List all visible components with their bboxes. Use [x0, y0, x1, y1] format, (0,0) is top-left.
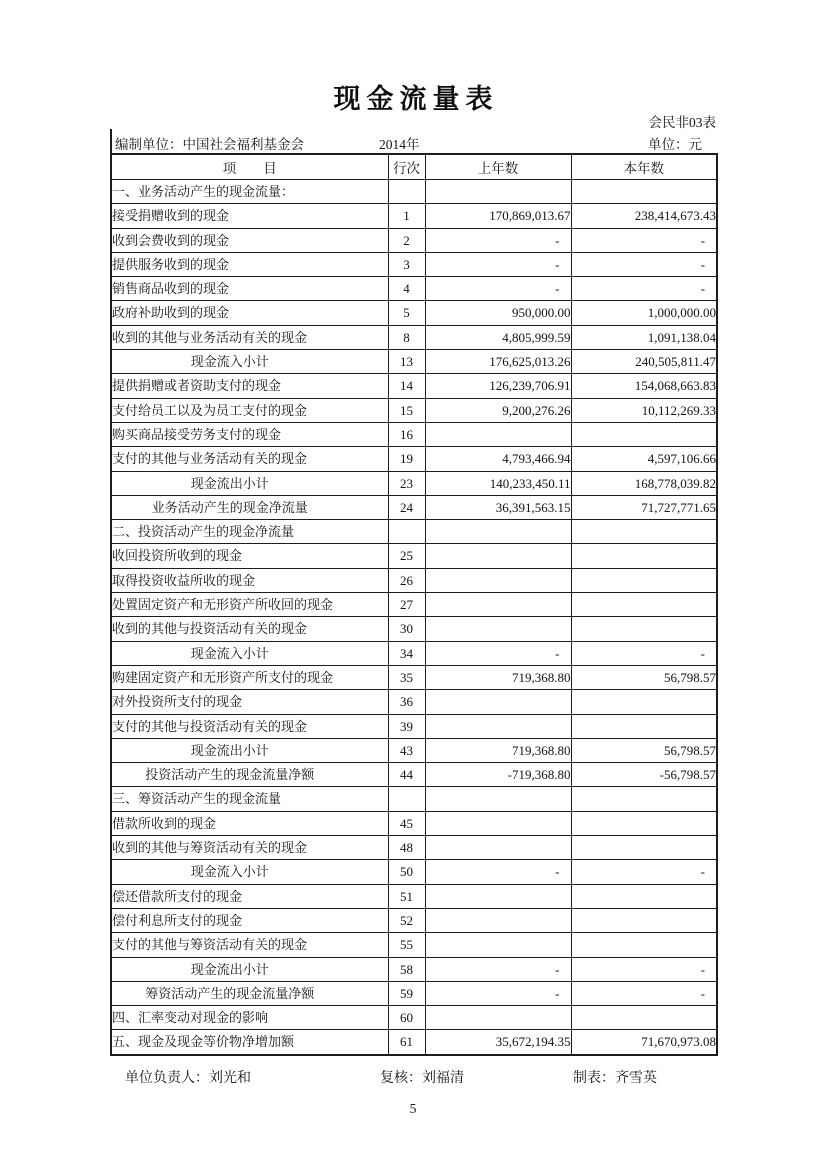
table-row [111, 1030, 717, 1055]
prepared-by-label: 编制单位：中国社会福利基金会 [115, 137, 304, 152]
current-year-amount-cell: 56,798.57 [571, 665, 717, 689]
item-label-cell: 一、业务活动产生的现金流量： [111, 180, 388, 204]
table-row [111, 204, 717, 228]
prior-year-amount-cell: 35,672,194.35 [425, 1030, 571, 1055]
table-row [111, 374, 717, 398]
signature-footer [0, 1067, 826, 1085]
prior-year-amount-cell [425, 690, 571, 714]
current-year-amount-cell: 56,798.57 [571, 738, 717, 762]
item-label-cell: 三、筹资活动产生的现金流量 [111, 787, 388, 811]
table-row [111, 981, 717, 1005]
table-row [111, 325, 717, 349]
prior-year-amount-cell [425, 180, 571, 204]
line-number-cell [388, 787, 425, 811]
prior-year-amount-cell: 9,200,276.26 [425, 398, 571, 422]
item-label-cell: 现金流入小计 [111, 641, 388, 665]
prior-year-amount-cell: - [425, 641, 571, 665]
line-number-cell: 60 [388, 1006, 425, 1030]
current-year-amount-cell: 71,670,973.08 [571, 1030, 717, 1055]
table-row [111, 422, 717, 446]
table-row [111, 884, 717, 908]
line-number-cell: 50 [388, 860, 425, 884]
table-row [111, 787, 717, 811]
line-number-cell: 58 [388, 957, 425, 981]
line-number-cell: 5 [388, 301, 425, 325]
item-label-cell: 支付的其他与投资活动有关的现金 [111, 714, 388, 738]
table-row [111, 520, 717, 544]
current-year-amount-cell: - [571, 860, 717, 884]
item-label-cell: 投资活动产生的现金流量净额 [111, 763, 388, 787]
line-number-cell: 3 [388, 252, 425, 276]
table-row [111, 398, 717, 422]
current-year-amount-cell: -56,798.57 [571, 763, 717, 787]
prior-year-amount-cell [425, 908, 571, 932]
prior-year-amount-cell [425, 714, 571, 738]
table-row [111, 301, 717, 325]
table-row [111, 665, 717, 689]
line-number-cell: 35 [388, 665, 425, 689]
current-year-amount-cell: 10,112,269.33 [571, 398, 717, 422]
item-label-cell: 筹资活动产生的现金流量净额 [111, 981, 388, 1005]
table-row [111, 593, 717, 617]
current-year-amount-cell [571, 908, 717, 932]
item-label-cell: 政府补助收到的现金 [111, 301, 388, 325]
prior-year-amount-cell: 719,368.80 [425, 738, 571, 762]
item-label-cell: 偿付利息所支付的现金 [111, 908, 388, 932]
table-row [111, 690, 717, 714]
report-period: 2014年 [379, 137, 420, 152]
item-label-cell: 现金流入小计 [111, 860, 388, 884]
prior-year-amount-cell [425, 787, 571, 811]
current-year-amount-cell: - [571, 981, 717, 1005]
line-number-cell: 59 [388, 981, 425, 1005]
line-number-cell: 61 [388, 1030, 425, 1055]
prior-year-amount-cell: - [425, 981, 571, 1005]
prior-year-amount-cell [425, 593, 571, 617]
line-number-cell: 34 [388, 641, 425, 665]
prior-year-amount-cell: 4,805,999.59 [425, 325, 571, 349]
line-number-cell: 48 [388, 836, 425, 860]
current-year-amount-cell: - [571, 641, 717, 665]
current-year-amount-cell [571, 836, 717, 860]
table-row [111, 641, 717, 665]
current-year-amount-cell [571, 884, 717, 908]
col-header-current-year: 本年数 [571, 154, 717, 180]
current-year-amount-cell [571, 690, 717, 714]
prior-year-amount-cell [425, 811, 571, 835]
item-label-cell: 取得投资收益所收的现金 [111, 568, 388, 592]
item-label-cell: 支付给员工以及为员工支付的现金 [111, 398, 388, 422]
line-number-cell: 23 [388, 471, 425, 495]
line-number-cell: 30 [388, 617, 425, 641]
current-year-amount-cell: - [571, 252, 717, 276]
line-number-cell: 55 [388, 933, 425, 957]
table-row [111, 180, 717, 204]
line-number-cell: 19 [388, 447, 425, 471]
prior-year-amount-cell: - [425, 252, 571, 276]
col-header-prior-year: 上年数 [425, 154, 571, 180]
prior-year-amount-cell: 36,391,563.15 [425, 495, 571, 519]
prior-year-amount-cell: 140,233,450.11 [425, 471, 571, 495]
current-year-amount-cell [571, 520, 717, 544]
current-year-amount-cell: - [571, 277, 717, 301]
line-number-cell: 39 [388, 714, 425, 738]
line-number-cell: 52 [388, 908, 425, 932]
item-label-cell: 处置固定资产和无形资产所收回的现金 [111, 593, 388, 617]
prior-year-amount-cell: - [425, 957, 571, 981]
item-label-cell: 收到会费收到的现金 [111, 228, 388, 252]
table-row [111, 763, 717, 787]
item-label-cell: 收到的其他与业务活动有关的现金 [111, 325, 388, 349]
item-label-cell: 四、汇率变动对现金的影响 [111, 1006, 388, 1030]
current-year-amount-cell [571, 544, 717, 568]
line-number-cell: 25 [388, 544, 425, 568]
current-year-amount-cell: 71,727,771.65 [571, 495, 717, 519]
item-label-cell: 借款所收到的现金 [111, 811, 388, 835]
item-label-cell: 收到的其他与投资活动有关的现金 [111, 617, 388, 641]
table-row [111, 252, 717, 276]
table-row [111, 471, 717, 495]
table-row [111, 1006, 717, 1030]
col-header-line-no: 行次 [388, 154, 425, 180]
prior-year-amount-cell [425, 1006, 571, 1030]
line-number-cell: 14 [388, 374, 425, 398]
meta-row [110, 129, 716, 153]
line-number-cell: 27 [388, 593, 425, 617]
item-label-cell: 现金流出小计 [111, 957, 388, 981]
item-label-cell: 对外投资所支付的现金 [111, 690, 388, 714]
item-label-cell: 现金流出小计 [111, 471, 388, 495]
line-number-cell: 16 [388, 422, 425, 446]
prior-year-amount-cell [425, 836, 571, 860]
prior-year-amount-cell: 126,239,706.91 [425, 374, 571, 398]
current-year-amount-cell [571, 811, 717, 835]
current-year-amount-cell [571, 422, 717, 446]
current-year-amount-cell: - [571, 228, 717, 252]
current-year-amount-cell [571, 180, 717, 204]
item-label-cell: 五、现金及现金等价物净增加额 [111, 1030, 388, 1055]
line-number-cell: 43 [388, 738, 425, 762]
preparer: 制表：齐雪英 [573, 1071, 657, 1086]
current-year-amount-cell: 168,778,039.82 [571, 471, 717, 495]
current-year-amount-cell [571, 568, 717, 592]
current-year-amount-cell [571, 1006, 717, 1030]
item-label-cell: 偿还借款所支付的现金 [111, 884, 388, 908]
prior-year-amount-cell: - [425, 277, 571, 301]
item-label-cell: 购建固定资产和无形资产所支付的现金 [111, 665, 388, 689]
table-row [111, 617, 717, 641]
item-label-cell: 收回投资所收到的现金 [111, 544, 388, 568]
table-row [111, 714, 717, 738]
current-year-amount-cell: 4,597,106.66 [571, 447, 717, 471]
current-year-amount-cell: 238,414,673.43 [571, 204, 717, 228]
prior-year-amount-cell: - [425, 860, 571, 884]
table-row [111, 811, 717, 835]
item-label-cell: 支付的其他与业务活动有关的现金 [111, 447, 388, 471]
responsible-person: 单位负责人：刘光和 [125, 1071, 251, 1086]
line-number-cell: 51 [388, 884, 425, 908]
item-label-cell: 现金流入小计 [111, 350, 388, 374]
table-row [111, 350, 717, 374]
current-year-amount-cell [571, 933, 717, 957]
page-number: 5 [409, 1101, 417, 1116]
table-row [111, 495, 717, 519]
item-label-cell: 接受捐赠收到的现金 [111, 204, 388, 228]
prior-year-amount-cell: 176,625,013.26 [425, 350, 571, 374]
prior-year-amount-cell [425, 544, 571, 568]
prior-year-amount-cell: 4,793,466.94 [425, 447, 571, 471]
table-row [111, 544, 717, 568]
line-number-cell: 45 [388, 811, 425, 835]
current-year-amount-cell: 154,068,663.83 [571, 374, 717, 398]
current-year-amount-cell: 240,505,811.47 [571, 350, 717, 374]
table-row [111, 908, 717, 932]
table-row [111, 933, 717, 957]
prior-year-amount-cell: 950,000.00 [425, 301, 571, 325]
table-row [111, 277, 717, 301]
item-label-cell: 业务活动产生的现金净流量 [111, 495, 388, 519]
table-row [111, 568, 717, 592]
item-label-cell: 二、投资活动产生的现金净流量 [111, 520, 388, 544]
page-title: 现金流量表 [333, 84, 499, 114]
prior-year-amount-cell [425, 884, 571, 908]
prior-year-amount-cell [425, 617, 571, 641]
item-label-cell: 现金流出小计 [111, 738, 388, 762]
current-year-amount-cell [571, 714, 717, 738]
prior-year-amount-cell [425, 933, 571, 957]
reviewer: 复核：刘福清 [380, 1071, 464, 1086]
item-label-cell: 购买商品接受劳务支付的现金 [111, 422, 388, 446]
table-row [111, 447, 717, 471]
line-number-cell: 8 [388, 325, 425, 349]
unit-label: 单位：元 [648, 137, 702, 152]
line-number-cell: 2 [388, 228, 425, 252]
prior-year-amount-cell [425, 422, 571, 446]
line-number-cell [388, 520, 425, 544]
table-header-row [111, 154, 717, 180]
item-label-cell: 提供捐赠或者资助支付的现金 [111, 374, 388, 398]
line-number-cell: 44 [388, 763, 425, 787]
col-header-item: 项 目 [111, 154, 388, 180]
form-code: 会民非03表 [648, 115, 716, 130]
cash-flow-table [110, 153, 718, 1056]
line-number-cell: 1 [388, 204, 425, 228]
table-row [111, 860, 717, 884]
table-row [111, 738, 717, 762]
table-row [111, 228, 717, 252]
line-number-cell: 13 [388, 350, 425, 374]
prior-year-amount-cell: 719,368.80 [425, 665, 571, 689]
line-number-cell: 15 [388, 398, 425, 422]
prior-year-amount-cell: -719,368.80 [425, 763, 571, 787]
current-year-amount-cell [571, 617, 717, 641]
current-year-amount-cell [571, 787, 717, 811]
prior-year-amount-cell [425, 520, 571, 544]
current-year-amount-cell: 1,000,000.00 [571, 301, 717, 325]
line-number-cell [388, 180, 425, 204]
table-row [111, 957, 717, 981]
line-number-cell: 4 [388, 277, 425, 301]
current-year-amount-cell: - [571, 957, 717, 981]
line-number-cell: 26 [388, 568, 425, 592]
line-number-cell: 24 [388, 495, 425, 519]
item-label-cell: 销售商品收到的现金 [111, 277, 388, 301]
current-year-amount-cell [571, 593, 717, 617]
prior-year-amount-cell: - [425, 228, 571, 252]
item-label-cell: 支付的其他与筹资活动有关的现金 [111, 933, 388, 957]
line-number-cell: 36 [388, 690, 425, 714]
item-label-cell: 收到的其他与筹资活动有关的现金 [111, 836, 388, 860]
prior-year-amount-cell [425, 568, 571, 592]
table-row [111, 836, 717, 860]
current-year-amount-cell: 1,091,138.04 [571, 325, 717, 349]
item-label-cell: 提供服务收到的现金 [111, 252, 388, 276]
prior-year-amount-cell: 170,869,013.67 [425, 204, 571, 228]
